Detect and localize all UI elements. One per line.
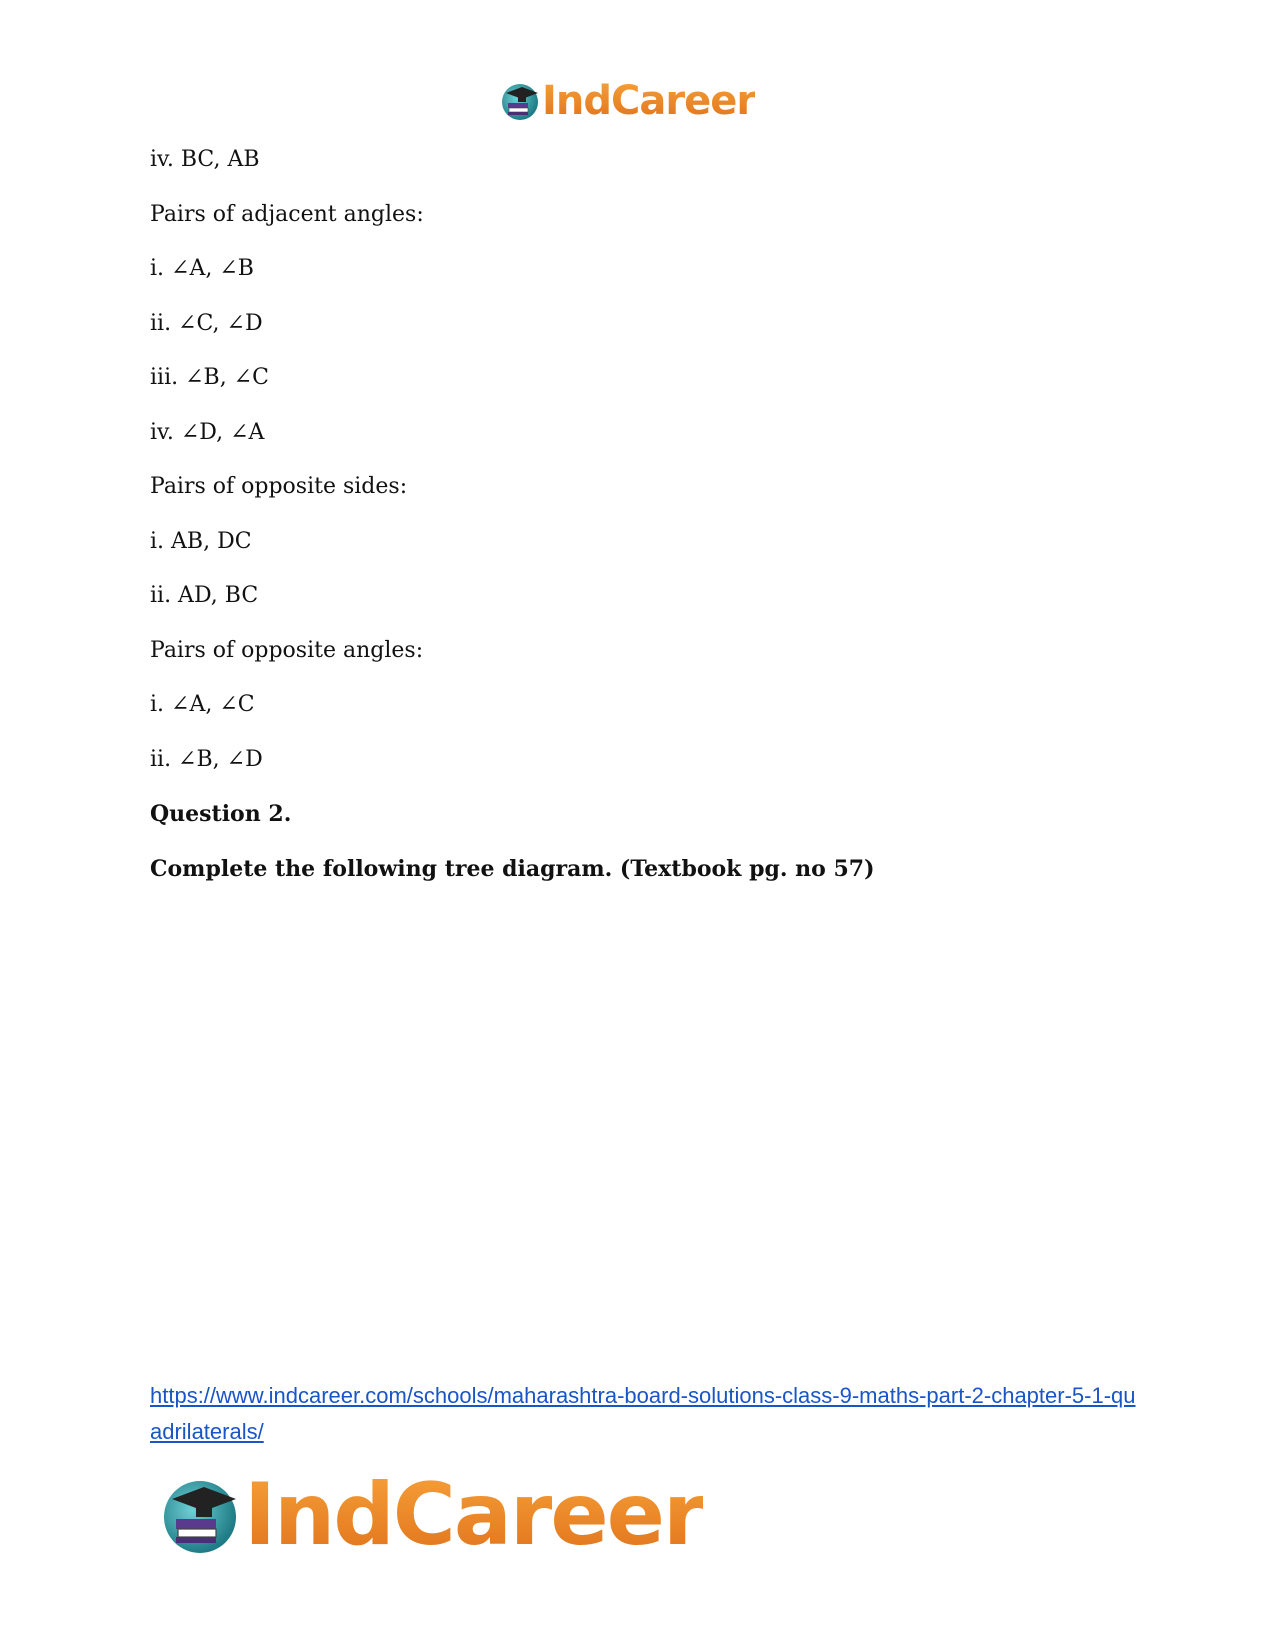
text-line: i. AB, DC xyxy=(150,528,252,554)
text-line: i. ∠A, ∠C xyxy=(150,692,255,717)
footer-logo xyxy=(160,1465,703,1565)
text-line: Pairs of opposite sides: xyxy=(150,474,408,499)
text-line: iv. BC, AB xyxy=(150,147,260,172)
header-logo xyxy=(500,78,755,124)
text-line: Pairs of adjacent angles: xyxy=(150,201,424,227)
text-line: ii. ∠B, ∠D xyxy=(150,746,263,772)
heading-line: Complete the following tree diagram. (Textbook pg. no 57) xyxy=(150,855,875,882)
text-line: iii. ∠B, ∠C xyxy=(150,365,269,390)
heading-line: Question 2. xyxy=(150,801,292,827)
text-line: ii. AD, BC xyxy=(150,583,259,608)
graduation-cap-books-icon xyxy=(160,1475,240,1555)
text-line: i. ∠A, ∠B xyxy=(150,256,254,281)
logo-wordmark: IndCareer xyxy=(542,78,756,124)
graduation-cap-books-icon xyxy=(500,81,540,121)
document-body xyxy=(150,145,1150,908)
source-link[interactable]: https://www.indcareer.com/schools/maharashtra-board-solutions-class-9-maths-part-2-chapter-5-1-quadrilaterals/ xyxy=(150,1383,1136,1444)
logo-wordmark: IndCareer xyxy=(244,1465,704,1565)
text-line: iv. ∠D, ∠A xyxy=(150,419,265,445)
text-line: Pairs of opposite angles: xyxy=(150,637,424,663)
text-line: ii. ∠C, ∠D xyxy=(150,310,263,336)
